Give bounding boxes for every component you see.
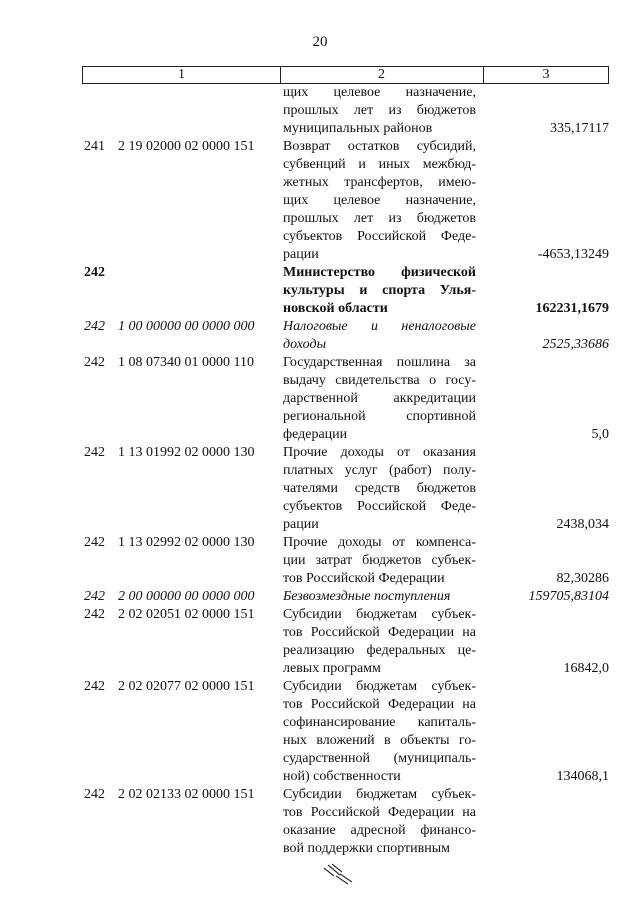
income-name	[283, 84, 476, 138]
income-name-line: тов Российской Федерации на	[283, 697, 476, 712]
table-row	[0, 264, 640, 318]
budget-classification-code: 2 00 00000 00 0000 000	[118, 589, 255, 604]
income-name	[283, 354, 476, 444]
income-name-line: Государственная пошлина за	[283, 355, 476, 370]
budget-classification-code: 2 19 02000 02 0000 151	[118, 139, 255, 154]
admin-code: 242	[84, 679, 105, 694]
budget-classification-code: 2 02 02133 02 0000 151	[118, 787, 255, 802]
header-col-3: 3	[542, 67, 550, 82]
income-name-line: Возврат остатков субсидий,	[283, 139, 476, 154]
income-name-line: субъектов Российской Феде-	[283, 499, 476, 514]
income-name-line: выдачу свидетельства о госу-	[283, 373, 476, 388]
income-name	[283, 318, 476, 354]
income-name	[283, 264, 476, 318]
budget-classification-code: 2 02 02051 02 0000 151	[118, 607, 255, 622]
income-name-line: субвенций и иных межбюд-	[283, 157, 476, 172]
table-row	[0, 606, 640, 678]
income-name-line: ных вложений в объекты го-	[283, 733, 476, 748]
income-name-line: чателями средств бюджетов	[283, 481, 476, 496]
admin-code: 242	[84, 355, 105, 370]
income-name-line: жетных трансфертов, имею-	[283, 175, 476, 190]
amount-value: 134068,1	[556, 769, 609, 784]
amount-value: 2438,034	[556, 517, 609, 532]
amount-value: 2525,33686	[542, 337, 609, 352]
table-row	[0, 678, 640, 786]
admin-code: 241	[84, 139, 105, 154]
budget-classification-code: 1 13 01992 02 0000 130	[118, 445, 255, 460]
page-number: 20	[312, 34, 328, 50]
table-row	[0, 444, 640, 534]
table-row	[0, 354, 640, 444]
income-name-line: сударственной (муниципаль-	[283, 751, 476, 766]
income-name-line: вой поддержки спортивным	[283, 841, 451, 856]
amount-value: 16842,0	[563, 661, 609, 676]
income-name-line: субъектов Российской Феде-	[283, 229, 476, 244]
table-row	[0, 84, 640, 138]
admin-code: 242	[84, 445, 105, 460]
table-row	[0, 138, 640, 264]
admin-code: 242	[84, 319, 105, 334]
income-name-line: щих целевое назначение,	[283, 85, 476, 100]
income-name-line: Прочие доходы от компенса-	[283, 535, 476, 550]
income-name-line: региональной спортивной	[283, 409, 476, 424]
income-name-line: федерации	[283, 427, 348, 442]
budget-classification-code: 1 08 07340 01 0000 110	[118, 355, 254, 370]
income-name-line: Субсидии бюджетам субъек-	[283, 787, 476, 802]
income-name-line: тов Российской Федерации на	[283, 625, 476, 640]
table-row	[0, 588, 640, 606]
amount-value: -4653,13249	[537, 247, 609, 262]
income-name-line: культуры и спорта Улья-	[283, 283, 476, 298]
budget-classification-code: 1 00 00000 00 0000 000	[118, 319, 255, 334]
income-name-line: рации	[283, 517, 319, 532]
income-name-line: оказание адресной финансо-	[283, 823, 476, 838]
income-name-line: левых программ	[283, 661, 381, 676]
income-name	[283, 588, 476, 606]
table-row	[0, 534, 640, 588]
income-name-line: платных услуг (работ) полу-	[283, 463, 476, 478]
admin-code: 242	[84, 535, 105, 550]
admin-code: 242	[84, 607, 105, 622]
income-name	[283, 534, 476, 588]
budget-classification-code: 2 02 02077 02 0000 151	[118, 679, 255, 694]
table-row	[0, 786, 640, 858]
income-name-line: Субсидии бюджетам субъек-	[283, 679, 476, 694]
income-name-line: рации	[283, 247, 319, 262]
income-name-line: дарственной аккредитации	[283, 391, 476, 406]
income-name-line: Прочие доходы от оказания	[283, 445, 476, 460]
income-name-line: прошлых лет из бюджетов	[283, 211, 476, 226]
income-name-line: Налоговые и неналоговые	[283, 319, 476, 334]
income-name-line: Субсидии бюджетам субъек-	[283, 607, 476, 622]
income-name-line: софинансирование капиталь-	[283, 715, 476, 730]
income-name-line: новской области	[283, 301, 388, 316]
table-row	[0, 318, 640, 354]
income-name-line: ной) собственности	[283, 769, 401, 784]
admin-code: 242	[84, 589, 105, 604]
income-name	[283, 606, 476, 678]
table-header	[82, 66, 609, 84]
amount-value: 162231,1679	[535, 301, 609, 316]
amount-value: 335,17117	[550, 121, 609, 136]
income-name-line: Безвозмездные поступления	[283, 589, 451, 604]
income-name	[283, 786, 476, 858]
amount-value: 5,0	[591, 427, 609, 442]
budget-classification-code: 1 13 02992 02 0000 130	[118, 535, 255, 550]
header-col-2: 2	[378, 67, 385, 82]
income-name	[283, 138, 476, 264]
income-name-line: щих целевое назначение,	[283, 193, 476, 208]
income-name	[283, 678, 476, 786]
admin-code: 242	[84, 787, 105, 802]
admin-code: 242	[84, 265, 105, 280]
income-name-line: реализацию федеральных це-	[283, 643, 476, 658]
income-name-line: муниципальных районов	[283, 121, 433, 136]
income-name-line: ции затрат бюджетов субъек-	[283, 553, 476, 568]
income-name-line: доходы	[283, 337, 327, 352]
amount-value: 159705,83104	[528, 589, 609, 604]
header-col-1: 1	[178, 67, 185, 82]
handwritten-mark	[318, 860, 358, 888]
income-name-line: тов Российской Федерации	[283, 571, 445, 586]
income-name-line: Министерство физической	[283, 265, 476, 280]
income-name	[283, 444, 476, 534]
income-name-line: тов Российской Федерации на	[283, 805, 476, 820]
income-name-line: прошлых лет из бюджетов	[283, 103, 476, 118]
amount-value: 82,30286	[556, 571, 609, 586]
